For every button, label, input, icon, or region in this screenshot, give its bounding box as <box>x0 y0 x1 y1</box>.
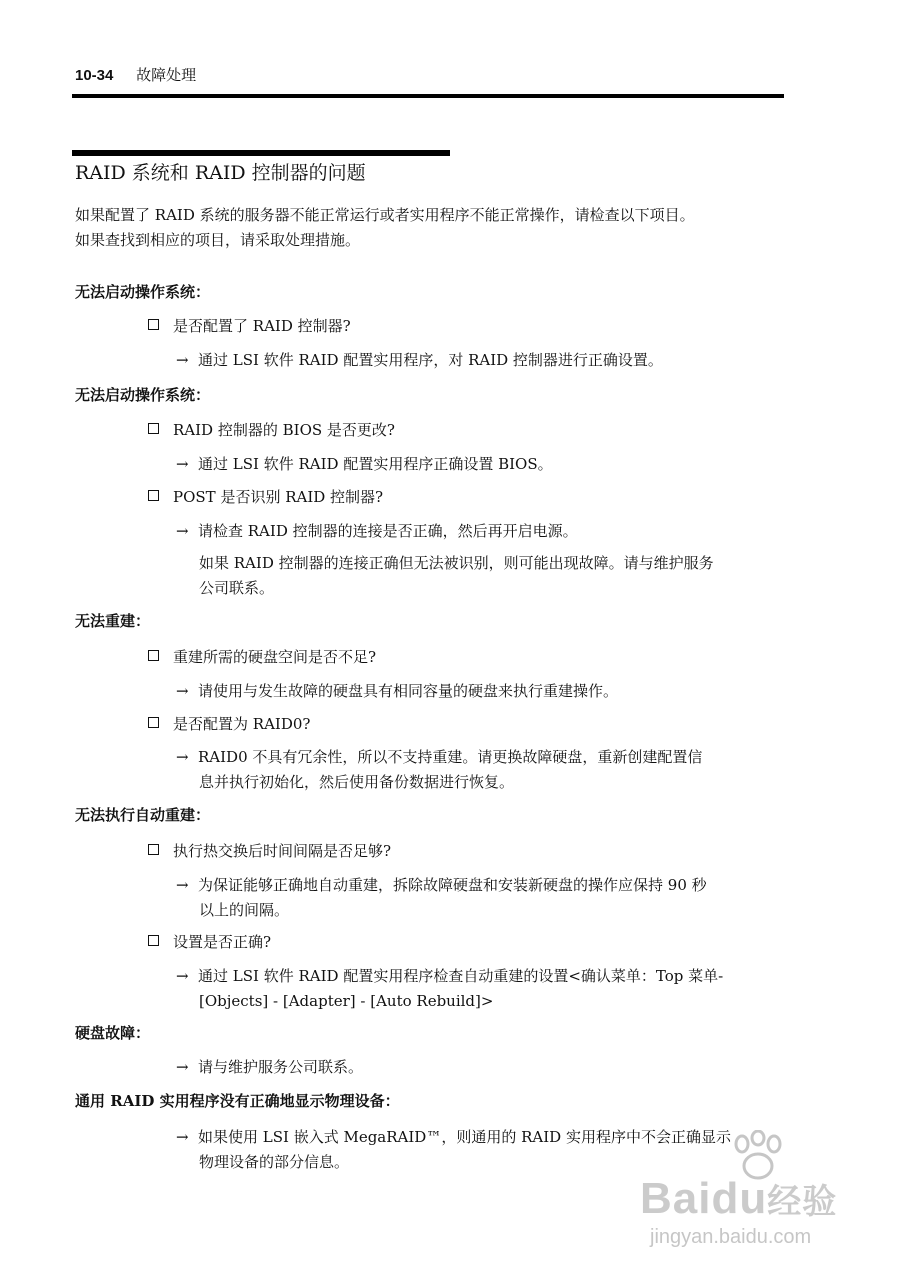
check-item <box>148 930 271 955</box>
check-item-text: 重建所需的硬盘空间是否不足? <box>173 648 377 666</box>
checkbox-bullet-icon <box>148 490 159 501</box>
checkbox-bullet-icon <box>148 935 159 946</box>
section-title: RAID 系统和 RAID 控制器的问题 <box>75 162 366 184</box>
check-item <box>148 839 391 864</box>
header-divider <box>72 94 784 98</box>
chapter-title: 故障处理 <box>136 66 197 84</box>
check-item-text: 执行热交换后时间间隔是否足够? <box>173 842 392 860</box>
baidu-jingyan-watermark <box>640 1130 860 1250</box>
page-header <box>75 64 196 85</box>
arrow-right-icon: → <box>176 351 189 369</box>
action-item <box>176 745 702 770</box>
intro-line-1: 如果配置了 RAID 系统的服务器不能正常运行或者实用程序不能正常操作，请检查以下项目。 <box>75 206 695 224</box>
action-text: 请与维护服务公司联系。 <box>198 1058 364 1076</box>
group-heading: 无法启动操作系统： <box>75 386 211 404</box>
action-text: 为保证能够正确地自动重建，拆除故障硬盘和安装新硬盘的操作应保持 90 秒 <box>198 876 707 894</box>
action-text-cont: [Objects] - [Adapter] - [Auto Rebuild]> <box>199 992 494 1010</box>
arrow-right-icon: → <box>176 522 189 540</box>
note-line-1: 如果 RAID 控制器的连接正确但无法被识别，则可能出现故障。请与维护服务 <box>199 554 714 572</box>
intro-line-2: 如果查找到相应的项目，请采取处理措施。 <box>75 231 361 249</box>
action-text-cont: 物理设备的部分信息。 <box>199 1153 350 1171</box>
checkbox-bullet-icon <box>148 423 159 434</box>
check-item <box>148 418 395 443</box>
check-item <box>148 645 376 670</box>
check-item <box>148 712 310 737</box>
check-item <box>148 485 383 510</box>
page-number: 10-34 <box>75 67 114 84</box>
group-heading: 无法执行自动重建： <box>75 806 211 824</box>
action-text: 通过 LSI 软件 RAID 配置实用程序检查自动重建的设置<确认菜单：Top 菜单- <box>198 967 724 985</box>
action-text: 通过 LSI 软件 RAID 配置实用程序，对 RAID 控制器进行正确设置。 <box>198 351 663 369</box>
action-text: 通过 LSI 软件 RAID 配置实用程序正确设置 BIOS。 <box>198 455 553 473</box>
check-item <box>148 314 351 339</box>
action-item <box>176 348 663 373</box>
group-heading: 无法重建： <box>75 612 151 630</box>
action-text: RAID0 不具有冗余性，所以不支持重建。请更换故障硬盘，重新创建配置信 <box>198 748 703 766</box>
checkbox-bullet-icon <box>148 717 159 728</box>
arrow-right-icon: → <box>176 1058 189 1076</box>
action-text: 如果使用 LSI 嵌入式 MegaRAID™，则通用的 RAID 实用程序中不会正确显示 <box>198 1128 731 1146</box>
section-divider <box>72 150 450 156</box>
arrow-right-icon: → <box>176 876 189 894</box>
action-item <box>176 1055 363 1080</box>
group-heading: 通用 RAID 实用程序没有正确地显示物理设备： <box>75 1092 400 1110</box>
action-text: 请检查 RAID 控制器的连接是否正确，然后再开启电源。 <box>198 522 578 540</box>
arrow-right-icon: → <box>176 682 189 700</box>
arrow-right-icon: → <box>176 1128 189 1146</box>
action-text: 请使用与发生故障的硬盘具有相同容量的硬盘来执行重建操作。 <box>198 682 619 700</box>
arrow-right-icon: → <box>176 967 189 985</box>
check-item-text: 设置是否正确? <box>173 933 272 951</box>
check-item-text: RAID 控制器的 BIOS 是否更改? <box>173 421 395 439</box>
check-item-text: 是否配置为 RAID0? <box>173 715 311 733</box>
group-heading: 硬盘故障： <box>75 1024 151 1042</box>
action-text-cont: 以上的间隔。 <box>199 901 290 919</box>
arrow-right-icon: → <box>176 748 189 766</box>
watermark-brand: Baidu经验 <box>640 1174 838 1223</box>
arrow-right-icon: → <box>176 455 189 473</box>
action-item <box>176 452 553 477</box>
checkbox-bullet-icon <box>148 844 159 855</box>
watermark-url: jingyan.baidu.com <box>650 1226 812 1248</box>
action-text-cont: 息并执行初始化，然后使用备份数据进行恢复。 <box>199 773 515 791</box>
action-item <box>176 519 578 544</box>
action-item <box>176 679 618 704</box>
check-item-text: POST 是否识别 RAID 控制器? <box>173 488 384 506</box>
checkbox-bullet-icon <box>148 319 159 330</box>
action-item <box>176 873 707 898</box>
group-heading: 无法启动操作系统： <box>75 283 211 301</box>
checkbox-bullet-icon <box>148 650 159 661</box>
action-item <box>176 964 723 989</box>
check-item-text: 是否配置了 RAID 控制器? <box>173 317 351 335</box>
note-line-2: 公司联系。 <box>199 579 275 597</box>
